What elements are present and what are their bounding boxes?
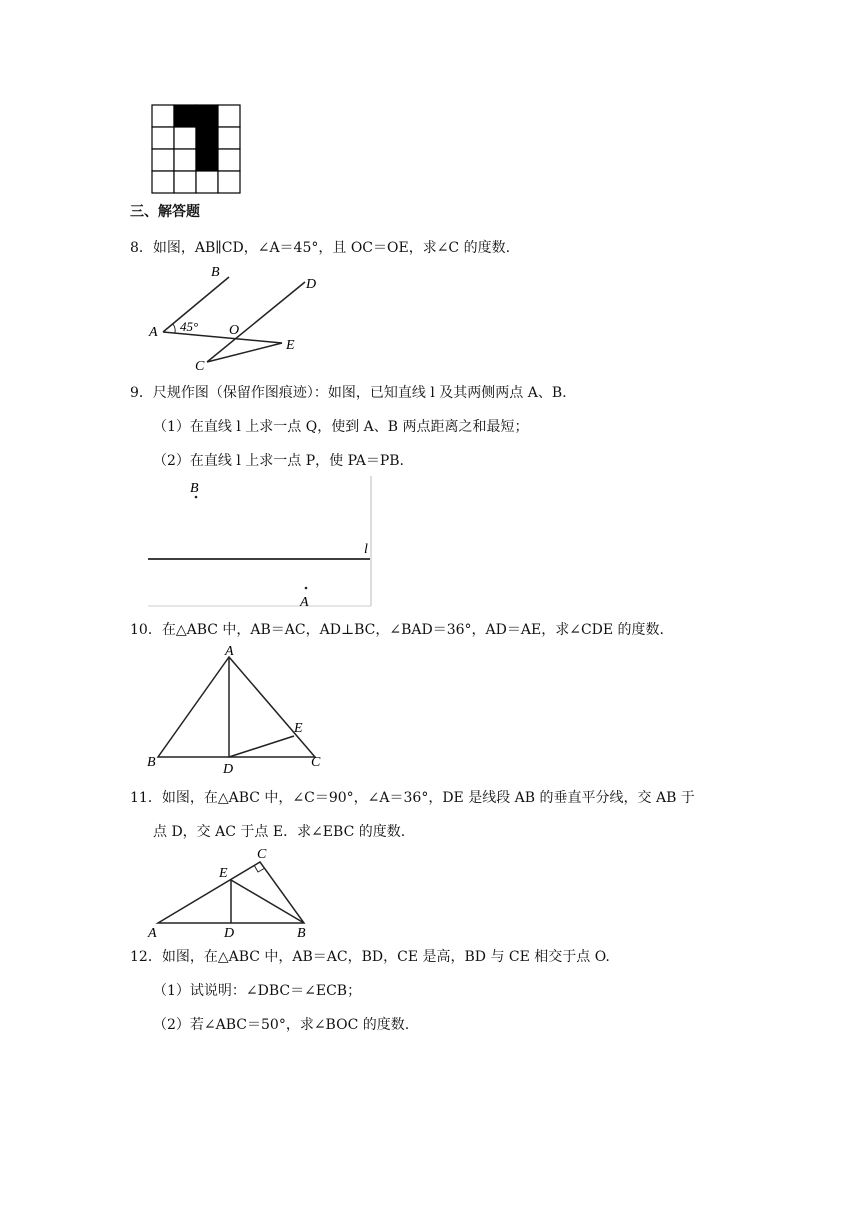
- fig10-triangle-abc: [158, 657, 315, 757]
- fig10-label-e: E: [294, 721, 303, 736]
- problem-11-text-line-1: 11．如图，在△ABC 中，∠C＝90°，∠A＝36°，DE 是线段 AB 的垂直平分线，交 AB 于: [130, 790, 695, 806]
- fig10-label-b: B: [147, 755, 156, 770]
- fig11-label-b: B: [297, 926, 306, 939]
- fig11-label-e: E: [219, 866, 228, 881]
- figure-11: [145, 845, 315, 939]
- fig8-angle-arc: [173, 324, 175, 333]
- figure-10: [145, 644, 330, 774]
- fig9-point-b: [195, 496, 198, 499]
- fig11-label-d: D: [224, 926, 235, 939]
- grid-cell: [174, 149, 196, 171]
- fig8-label-d: D: [306, 277, 317, 292]
- fig9-label-l: l: [364, 542, 368, 557]
- fig8-label-a: A: [149, 325, 158, 340]
- fig8-label-b: B: [211, 265, 220, 280]
- fig10-label-d: D: [223, 762, 234, 774]
- figure-8: [145, 264, 325, 374]
- problem-9-part-1: （1）在直线 l 上求一点 Q，使到 A、B 两点距离之和最短；: [153, 419, 529, 435]
- fig9-label-a: A: [300, 595, 309, 608]
- problem-10-text: 10．在△ABC 中，AB＝AC，AD⊥BC，∠BAD＝36°，AD＝AE，求∠CDE 的度数.: [130, 622, 665, 638]
- fig11-label-c: C: [257, 847, 267, 862]
- grid-cell: [152, 105, 174, 127]
- grid-cell: [152, 127, 174, 149]
- grid-cell-filled: [196, 105, 218, 127]
- fig9-label-b: B: [190, 481, 199, 496]
- fig8-angle-label: 45°: [180, 319, 199, 334]
- fig8-label-o: O: [229, 323, 240, 338]
- fig8-label-e: E: [286, 338, 295, 353]
- problem-12-part-1: （1）试说明：∠DBC＝∠ECB；: [153, 983, 362, 999]
- fig9-point-a: [305, 587, 308, 590]
- problem-12-text: 12．如图，在△ABC 中，AB＝AC，BD，CE 是高，BD 与 CE 相交于点 O.: [130, 949, 610, 965]
- grid-cell-filled: [174, 105, 196, 127]
- problem-9-text: 9．尺规作图（保留作图痕迹）：如图，已知直线 l 及其两侧两点 A、B.: [130, 385, 567, 401]
- fig10-segment-de: [229, 736, 294, 757]
- fig11-segment-eb: [231, 880, 304, 923]
- grid-cell: [218, 105, 240, 127]
- fig8-label-c: C: [195, 359, 205, 374]
- grid-cell: [152, 149, 174, 171]
- fig10-label-c: C: [311, 755, 321, 770]
- problem-8-text: 8．如图，AB∥CD，∠A＝45°，且 OC＝OE，求∠C 的度数.: [130, 240, 511, 256]
- grid-cell: [218, 127, 240, 149]
- problem-11-text-line-2: 点 D，交 AC 于点 E．求∠EBC 的度数.: [153, 824, 406, 840]
- fig11-label-a: A: [148, 926, 157, 939]
- fig10-label-a: A: [225, 644, 234, 659]
- grid-figure: [151, 104, 241, 194]
- grid-cell-filled: [196, 149, 218, 171]
- figure-9: [148, 476, 374, 608]
- grid-cell: [174, 127, 196, 149]
- grid-cell: [196, 171, 218, 193]
- grid-cell-filled: [196, 127, 218, 149]
- section-title: 三、解答题: [130, 204, 200, 220]
- problem-12-part-2: （2）若∠ABC＝50°，求∠BOC 的度数.: [153, 1017, 410, 1033]
- grid-cells: [152, 105, 240, 193]
- grid-cell: [174, 171, 196, 193]
- grid-cell: [152, 171, 174, 193]
- problem-9-part-2: （2）在直线 l 上求一点 P，使 PA＝PB.: [153, 453, 405, 469]
- grid-cell: [218, 171, 240, 193]
- grid-cell: [218, 149, 240, 171]
